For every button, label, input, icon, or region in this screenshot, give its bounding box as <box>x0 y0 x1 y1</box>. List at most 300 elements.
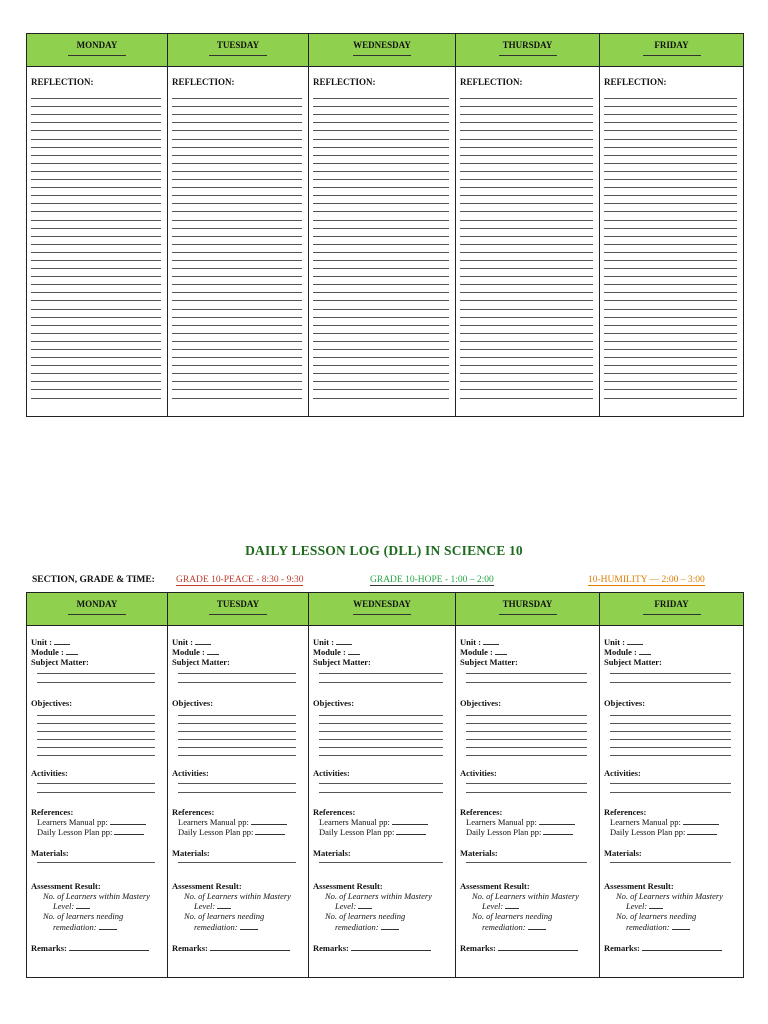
ruled-line[interactable] <box>313 390 449 398</box>
ruled-line[interactable] <box>31 269 161 277</box>
day-label: WEDNESDAY <box>353 599 411 609</box>
needing-label: No. of learners needing <box>43 911 124 922</box>
learners-manual-label: Learners Manual pp: <box>610 817 681 828</box>
activities-label: Activities: <box>604 767 641 778</box>
ruled-line[interactable] <box>460 245 593 253</box>
remarks-label: Remarks: <box>313 942 349 953</box>
ruled-line[interactable] <box>460 301 593 309</box>
ruled-line[interactable] <box>604 293 737 301</box>
learners-manual-blank[interactable] <box>392 817 428 825</box>
learners-manual-blank[interactable] <box>251 817 287 825</box>
subject-matter-label: Subject Matter: <box>31 657 89 668</box>
ruled-line[interactable] <box>31 99 161 107</box>
ruled-line[interactable] <box>460 285 593 293</box>
ruled-line[interactable] <box>31 277 161 285</box>
ruled-line[interactable] <box>172 107 302 115</box>
ruled-line[interactable] <box>31 366 161 374</box>
ruled-line[interactable] <box>604 382 737 390</box>
assessment-label: Assessment Result: <box>604 880 674 891</box>
ruled-line[interactable] <box>313 123 449 131</box>
ruled-line[interactable] <box>460 390 593 398</box>
ruled-line[interactable] <box>313 277 449 285</box>
module-blank[interactable] <box>207 647 219 655</box>
ruled-line[interactable] <box>313 334 449 342</box>
ruled-line[interactable] <box>313 350 449 358</box>
ruled-line[interactable] <box>172 326 302 334</box>
ruled-lines <box>313 91 449 399</box>
ruled-line[interactable] <box>460 221 593 229</box>
ruled-line[interactable] <box>604 237 737 245</box>
ruled-line[interactable] <box>460 99 593 107</box>
ruled-line[interactable] <box>31 212 161 220</box>
daily-lesson-plan-label: Daily Lesson Plan pp: <box>466 827 542 838</box>
learners-manual-label: Learners Manual pp: <box>466 817 537 828</box>
ruled-line[interactable] <box>313 237 449 245</box>
ruled-line[interactable] <box>31 358 161 366</box>
ruled-line[interactable] <box>172 164 302 172</box>
ruled-line[interactable] <box>31 293 161 301</box>
unit-label: Unit : <box>313 637 335 647</box>
ruled-line[interactable] <box>172 334 302 342</box>
ruled-line[interactable] <box>31 221 161 229</box>
learners-manual-blank[interactable] <box>110 817 146 825</box>
objectives-lines <box>460 708 595 756</box>
remarks-blank[interactable] <box>351 943 431 951</box>
ruled-line[interactable] <box>460 164 593 172</box>
level-blank[interactable] <box>217 901 231 909</box>
unit-blank[interactable] <box>336 637 352 645</box>
ruled-line[interactable] <box>460 131 593 139</box>
remarks-blank[interactable] <box>210 943 290 951</box>
ruled-line[interactable] <box>604 253 737 261</box>
ruled-line[interactable] <box>31 318 161 326</box>
ruled-line[interactable] <box>604 334 737 342</box>
ruled-line[interactable] <box>172 285 302 293</box>
remarks-label: Remarks: <box>604 942 640 953</box>
day-label: TUESDAY <box>216 599 260 609</box>
ruled-line[interactable] <box>31 334 161 342</box>
ruled-line[interactable] <box>604 261 737 269</box>
ruled-line[interactable] <box>313 131 449 139</box>
reflection-cell[interactable] <box>309 67 455 399</box>
ruled-line[interactable] <box>31 180 161 188</box>
objectives-lines <box>313 708 451 756</box>
ruled-line[interactable] <box>313 301 449 309</box>
day-header <box>600 593 743 626</box>
activities-label: Activities: <box>313 767 350 778</box>
ruled-line[interactable] <box>313 293 449 301</box>
ruled-line[interactable] <box>604 188 737 196</box>
ruled-line[interactable] <box>172 115 302 123</box>
materials-label: Materials: <box>604 847 642 858</box>
ruled-line[interactable] <box>31 196 161 204</box>
day-header <box>309 34 455 67</box>
ruled-line[interactable] <box>460 382 593 390</box>
ruled-line[interactable] <box>313 156 449 164</box>
ruled-line[interactable] <box>604 131 737 139</box>
ruled-line[interactable] <box>604 140 737 148</box>
ruled-line[interactable] <box>604 115 737 123</box>
ruled-line[interactable] <box>460 318 593 326</box>
needing-label: No. of learners needing <box>184 911 265 922</box>
ruled-line[interactable] <box>313 99 449 107</box>
ruled-line[interactable] <box>313 245 449 253</box>
ruled-line[interactable] <box>460 366 593 374</box>
ruled-line[interactable] <box>313 261 449 269</box>
ruled-line[interactable] <box>31 123 161 131</box>
daily-lesson-plan-label: Daily Lesson Plan pp: <box>178 827 254 838</box>
ruled-line[interactable] <box>31 310 161 318</box>
ruled-line[interactable] <box>31 326 161 334</box>
ruled-line[interactable] <box>604 318 737 326</box>
ruled-line[interactable] <box>460 140 593 148</box>
ruled-line[interactable] <box>313 269 449 277</box>
remediation-blank[interactable] <box>240 922 258 930</box>
mastery-label: No. of Learners within Mastery <box>616 891 723 902</box>
ruled-line[interactable] <box>460 204 593 212</box>
ruled-line[interactable] <box>31 204 161 212</box>
ruled-line[interactable] <box>172 229 302 237</box>
activities-label: Activities: <box>31 767 68 778</box>
ruled-line[interactable] <box>172 350 302 358</box>
day-label: THURSDAY <box>502 599 553 609</box>
ruled-line[interactable] <box>460 115 593 123</box>
ruled-line[interactable] <box>31 382 161 390</box>
ruled-line[interactable] <box>460 123 593 131</box>
remarks-blank[interactable] <box>498 943 578 951</box>
ruled-line[interactable] <box>31 172 161 180</box>
ruled-line[interactable] <box>313 221 449 229</box>
module-blank[interactable] <box>495 647 507 655</box>
ruled-line[interactable] <box>31 245 161 253</box>
mastery-label: No. of Learners within Mastery <box>184 891 291 902</box>
ruled-line[interactable] <box>460 148 593 156</box>
remarks-blank[interactable] <box>642 943 722 951</box>
day-lesson-cell[interactable] <box>168 626 308 977</box>
ruled-line[interactable] <box>31 253 161 261</box>
ruled-line[interactable] <box>460 253 593 261</box>
daily-lesson-plan-blank[interactable] <box>255 827 285 835</box>
level-label: Level: <box>482 901 504 912</box>
level-blank[interactable] <box>649 901 663 909</box>
ruled-line[interactable] <box>604 156 737 164</box>
learners-manual-blank[interactable] <box>539 817 575 825</box>
ruled-line[interactable] <box>604 196 737 204</box>
ruled-line[interactable] <box>172 123 302 131</box>
ruled-line[interactable] <box>313 180 449 188</box>
ruled-line[interactable] <box>313 148 449 156</box>
reflection-cell[interactable] <box>600 67 743 399</box>
ruled-line[interactable] <box>172 172 302 180</box>
ruled-line[interactable] <box>172 301 302 309</box>
ruled-line[interactable] <box>460 107 593 115</box>
ruled-line[interactable] <box>460 196 593 204</box>
ruled-line[interactable] <box>31 91 161 99</box>
needing-label: No. of learners needing <box>616 911 697 922</box>
day-label: MONDAY <box>76 599 118 609</box>
ruled-line[interactable] <box>172 148 302 156</box>
ruled-line[interactable] <box>604 245 737 253</box>
reflection-cell[interactable] <box>168 67 308 399</box>
subject-matter-label: Subject Matter: <box>604 657 662 668</box>
module-label: Module : <box>460 647 493 658</box>
ruled-line[interactable] <box>313 196 449 204</box>
ruled-line[interactable] <box>460 229 593 237</box>
ruled-line[interactable] <box>172 261 302 269</box>
ruled-line[interactable] <box>460 156 593 164</box>
ruled-line[interactable] <box>31 237 161 245</box>
ruled-line[interactable] <box>172 180 302 188</box>
needing-label: No. of learners needing <box>472 911 553 922</box>
ruled-line[interactable] <box>172 269 302 277</box>
ruled-line[interactable] <box>460 261 593 269</box>
ruled-line[interactable] <box>31 350 161 358</box>
ruled-line[interactable] <box>313 107 449 115</box>
unit-label: Unit : <box>31 637 53 647</box>
day-lesson-cell[interactable] <box>456 626 599 977</box>
ruled-line[interactable] <box>31 301 161 309</box>
reflection-label: REFLECTION: <box>31 77 94 87</box>
ruled-line[interactable] <box>172 140 302 148</box>
day-header <box>168 593 308 626</box>
remediation-blank[interactable] <box>99 922 117 930</box>
daily-lesson-plan-blank[interactable] <box>396 827 426 835</box>
ruled-line[interactable] <box>172 390 302 398</box>
ruled-line[interactable] <box>313 318 449 326</box>
ruled-line[interactable] <box>604 180 737 188</box>
remediation-blank[interactable] <box>528 922 546 930</box>
ruled-line[interactable] <box>313 212 449 220</box>
section-humility: 10-HUMILITY — 2:00 – 3:00 <box>588 575 705 585</box>
ruled-line[interactable] <box>31 285 161 293</box>
dll-column-tuesday <box>168 593 309 977</box>
ruled-line[interactable] <box>172 212 302 220</box>
ruled-line[interactable] <box>313 382 449 390</box>
ruled-line[interactable] <box>313 115 449 123</box>
reflection-column-monday <box>27 34 168 416</box>
ruled-line[interactable] <box>604 277 737 285</box>
ruled-line[interactable] <box>604 204 737 212</box>
day-label: FRIDAY <box>654 599 689 609</box>
ruled-line[interactable] <box>460 310 593 318</box>
materials-label: Materials: <box>460 847 498 858</box>
ruled-line[interactable] <box>31 188 161 196</box>
ruled-line[interactable] <box>460 350 593 358</box>
ruled-line[interactable] <box>31 229 161 237</box>
ruled-line[interactable] <box>31 342 161 350</box>
ruled-line[interactable] <box>460 358 593 366</box>
ruled-line[interactable] <box>460 326 593 334</box>
ruled-line[interactable] <box>172 382 302 390</box>
daily-lesson-plan-label: Daily Lesson Plan pp: <box>319 827 395 838</box>
ruled-line[interactable] <box>604 123 737 131</box>
ruled-line[interactable] <box>172 237 302 245</box>
ruled-line[interactable] <box>460 237 593 245</box>
ruled-line[interactable] <box>31 148 161 156</box>
ruled-line[interactable] <box>313 374 449 382</box>
module-label: Module : <box>313 647 346 658</box>
materials-label: Materials: <box>172 847 210 858</box>
day-lesson-cell[interactable] <box>27 626 167 977</box>
ruled-line[interactable] <box>604 366 737 374</box>
ruled-line[interactable] <box>172 196 302 204</box>
mastery-label: No. of Learners within Mastery <box>43 891 150 902</box>
dll-column-thursday <box>456 593 600 977</box>
ruled-line[interactable] <box>313 91 449 99</box>
daily-lesson-plan-blank[interactable] <box>114 827 144 835</box>
ruled-line[interactable] <box>604 229 737 237</box>
unit-blank[interactable] <box>54 637 70 645</box>
ruled-line[interactable] <box>604 285 737 293</box>
day-label: MONDAY <box>76 40 118 50</box>
ruled-line[interactable] <box>31 131 161 139</box>
ruled-line[interactable] <box>604 358 737 366</box>
ruled-line[interactable] <box>604 342 737 350</box>
ruled-lines <box>460 91 593 399</box>
ruled-line[interactable] <box>604 221 737 229</box>
day-lesson-cell[interactable] <box>600 626 743 977</box>
ruled-line[interactable] <box>172 188 302 196</box>
ruled-line[interactable] <box>604 148 737 156</box>
ruled-line[interactable] <box>604 390 737 398</box>
ruled-line[interactable] <box>460 342 593 350</box>
ruled-line[interactable] <box>31 115 161 123</box>
objectives-label: Objectives: <box>604 697 646 708</box>
daily-lesson-plan-label: Daily Lesson Plan pp: <box>37 827 113 838</box>
unit-blank[interactable] <box>483 637 499 645</box>
ruled-line[interactable] <box>172 277 302 285</box>
learners-manual-blank[interactable] <box>683 817 719 825</box>
ruled-line[interactable] <box>31 107 161 115</box>
ruled-line[interactable] <box>460 334 593 342</box>
reflection-label: REFLECTION: <box>460 77 523 87</box>
ruled-line[interactable] <box>172 358 302 366</box>
reflection-cell[interactable] <box>27 67 167 399</box>
ruled-line[interactable] <box>172 253 302 261</box>
ruled-line[interactable] <box>604 212 737 220</box>
learners-manual-label: Learners Manual pp: <box>178 817 249 828</box>
remediation-label: remediation: <box>626 921 670 932</box>
module-blank[interactable] <box>639 647 651 655</box>
ruled-line[interactable] <box>460 188 593 196</box>
level-blank[interactable] <box>505 901 519 909</box>
objectives-lines <box>31 708 163 756</box>
ruled-line[interactable] <box>172 310 302 318</box>
ruled-line[interactable] <box>460 277 593 285</box>
daily-lesson-plan-blank[interactable] <box>543 827 573 835</box>
ruled-line[interactable] <box>313 326 449 334</box>
ruled-line[interactable] <box>313 253 449 261</box>
day-lesson-cell[interactable] <box>309 626 455 977</box>
subject-matter-label: Subject Matter: <box>172 657 230 668</box>
references-label: References: <box>604 807 647 818</box>
ruled-line[interactable] <box>172 221 302 229</box>
ruled-line[interactable] <box>604 164 737 172</box>
reflection-label: REFLECTION: <box>604 77 667 87</box>
ruled-line[interactable] <box>172 318 302 326</box>
ruled-line[interactable] <box>460 172 593 180</box>
ruled-line[interactable] <box>31 374 161 382</box>
ruled-line[interactable] <box>172 204 302 212</box>
ruled-line[interactable] <box>172 366 302 374</box>
ruled-line[interactable] <box>31 156 161 164</box>
mastery-label: No. of Learners within Mastery <box>472 891 579 902</box>
ruled-line[interactable] <box>172 131 302 139</box>
ruled-line[interactable] <box>604 99 737 107</box>
level-blank[interactable] <box>358 901 372 909</box>
day-header <box>168 34 308 67</box>
ruled-line[interactable] <box>460 269 593 277</box>
day-header <box>27 34 167 67</box>
ruled-line[interactable] <box>604 310 737 318</box>
remarks-blank[interactable] <box>69 943 149 951</box>
ruled-line[interactable] <box>460 180 593 188</box>
ruled-line[interactable] <box>604 107 737 115</box>
materials-label: Materials: <box>31 847 69 858</box>
ruled-line[interactable] <box>604 350 737 358</box>
ruled-line[interactable] <box>604 326 737 334</box>
module-blank[interactable] <box>66 647 78 655</box>
module-blank[interactable] <box>348 647 360 655</box>
reflection-column-thursday <box>456 34 600 416</box>
day-header <box>27 593 167 626</box>
ruled-line[interactable] <box>604 91 737 99</box>
unit-blank[interactable] <box>195 637 211 645</box>
ruled-line[interactable] <box>172 245 302 253</box>
remediation-blank[interactable] <box>381 922 399 930</box>
ruled-line[interactable] <box>460 293 593 301</box>
unit-blank[interactable] <box>627 637 643 645</box>
ruled-line[interactable] <box>460 91 593 99</box>
daily-lesson-plan-blank[interactable] <box>687 827 717 835</box>
ruled-line[interactable] <box>604 374 737 382</box>
ruled-line[interactable] <box>172 156 302 164</box>
ruled-line[interactable] <box>31 164 161 172</box>
remediation-blank[interactable] <box>672 922 690 930</box>
reflection-cell[interactable] <box>456 67 599 399</box>
ruled-line[interactable] <box>313 188 449 196</box>
page-title: DAILY LESSON LOG (DLL) IN SCIENCE 10 <box>245 543 523 558</box>
ruled-line[interactable] <box>172 91 302 99</box>
ruled-line[interactable] <box>313 164 449 172</box>
ruled-line[interactable] <box>31 261 161 269</box>
ruled-line[interactable] <box>172 374 302 382</box>
ruled-line[interactable] <box>460 374 593 382</box>
ruled-line[interactable] <box>460 212 593 220</box>
ruled-line[interactable] <box>313 358 449 366</box>
ruled-line[interactable] <box>604 269 737 277</box>
ruled-line[interactable] <box>31 140 161 148</box>
ruled-line[interactable] <box>313 140 449 148</box>
ruled-line[interactable] <box>313 310 449 318</box>
ruled-line[interactable] <box>313 285 449 293</box>
section-peace: GRADE 10-PEACE - 8:30 - 9:30 <box>176 575 304 585</box>
level-blank[interactable] <box>76 901 90 909</box>
ruled-line[interactable] <box>604 301 737 309</box>
ruled-line[interactable] <box>172 342 302 350</box>
ruled-line[interactable] <box>313 342 449 350</box>
ruled-line[interactable] <box>313 229 449 237</box>
ruled-line[interactable] <box>313 366 449 374</box>
ruled-line[interactable] <box>172 99 302 107</box>
ruled-line[interactable] <box>604 172 737 180</box>
module-label: Module : <box>604 647 637 658</box>
ruled-line[interactable] <box>313 172 449 180</box>
ruled-line[interactable] <box>31 390 161 398</box>
needing-label: No. of learners needing <box>325 911 406 922</box>
ruled-line[interactable] <box>172 293 302 301</box>
ruled-line[interactable] <box>313 204 449 212</box>
